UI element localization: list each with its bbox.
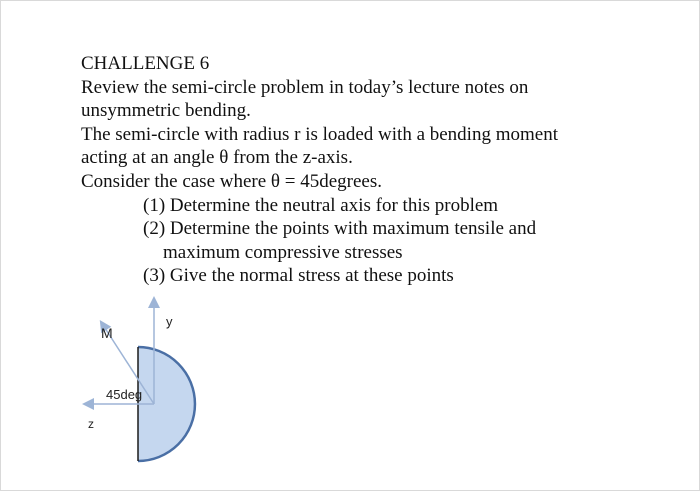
- task-item: (3) Give the normal stress at these points: [143, 265, 454, 287]
- angle-label: 45deg: [106, 387, 143, 402]
- intro-line: unsymmetric bending.: [81, 100, 251, 122]
- intro-line: Review the semi-circle problem in today’s lecture notes on: [81, 76, 529, 98]
- z-axis-label: z: [88, 417, 94, 431]
- task-item-continuation: maximum compressive stresses: [163, 241, 403, 263]
- task-item: (1) Determine the neutral axis for this problem: [143, 194, 499, 216]
- challenge-title: CHALLENGE 6: [81, 53, 210, 74]
- moment-label: M: [101, 325, 113, 341]
- y-axis-label: y: [166, 314, 173, 329]
- task-item: (2) Determine the points with maximum tensile and: [143, 218, 537, 240]
- intro-line: The semi-circle with radius r is loaded with a bending moment: [81, 123, 558, 145]
- intro-line: acting at an angle θ from the z-axis.: [81, 147, 353, 169]
- intro-line: Consider the case where θ = 45degrees.: [81, 170, 383, 192]
